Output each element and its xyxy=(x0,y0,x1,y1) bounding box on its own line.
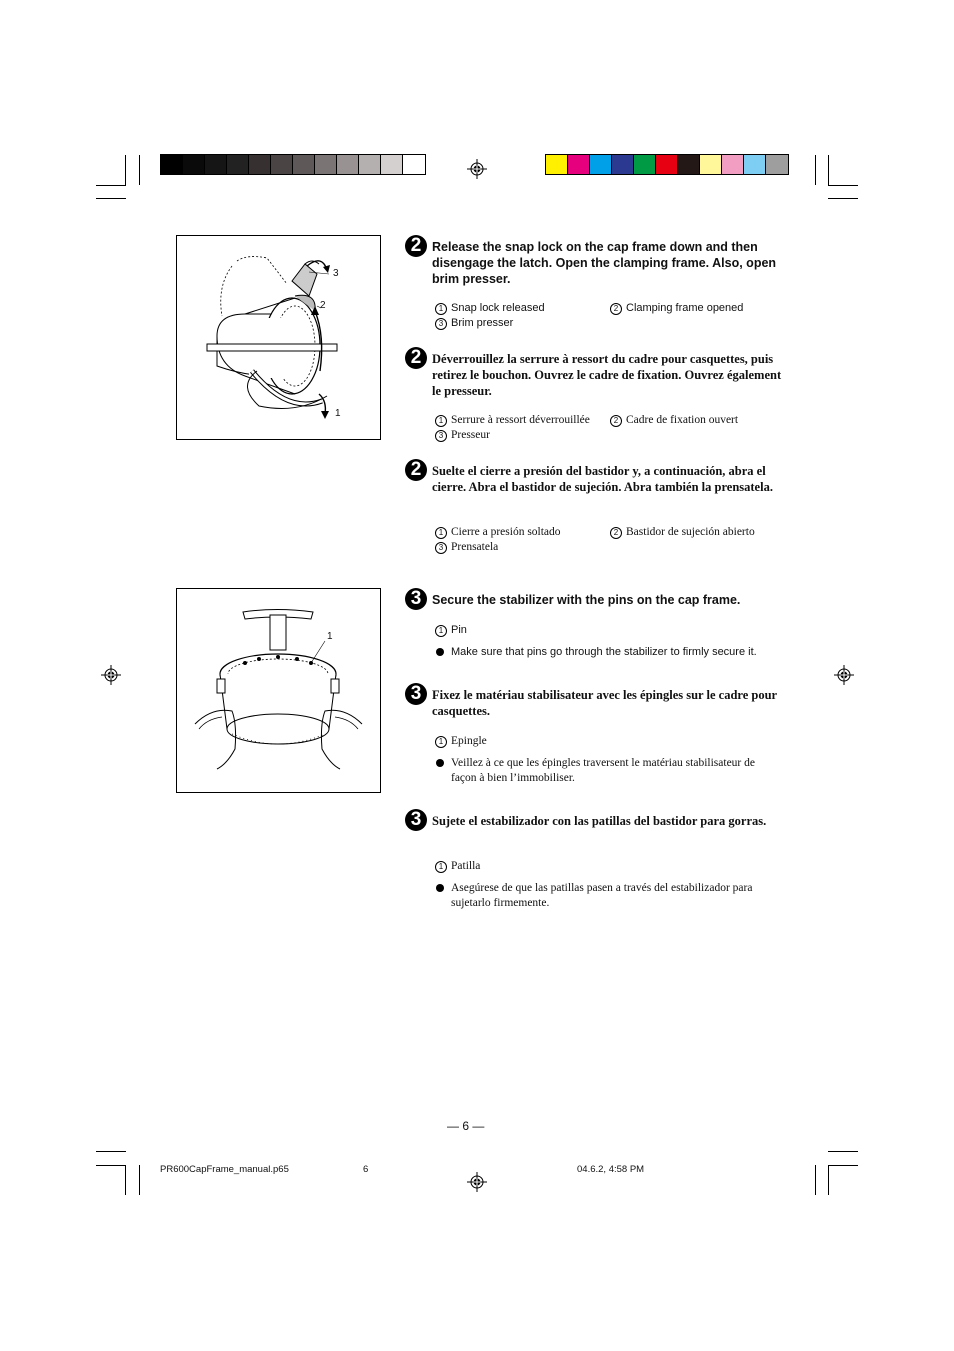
note-text: Veillez à ce que les épingles traversent le matériau stabilisateur de façon à bien l’immobiliser. xyxy=(451,757,755,784)
caption-text: Clamping frame opened xyxy=(626,302,744,314)
step-number-badge: 2 xyxy=(405,235,427,257)
color-swatch xyxy=(656,155,678,174)
figure-stabilizer-pins xyxy=(176,588,381,793)
color-swatch xyxy=(722,155,744,174)
cap-frame-open-illustration xyxy=(177,236,380,439)
caption-text: Epingle xyxy=(451,735,487,747)
callout-number: 2 xyxy=(610,415,622,427)
color-swatch xyxy=(700,155,722,174)
caption-text: Serrure à ressort déverrouillée xyxy=(451,414,590,426)
registration-mark-icon xyxy=(101,665,121,685)
caption-text: Brim presser xyxy=(451,317,514,329)
caption-item xyxy=(610,525,755,540)
color-swatch xyxy=(271,155,293,174)
caption-item xyxy=(435,859,480,874)
step-title: Fixez le matériau stabilisateur avec les épingles sur le cadre pour casquettes. xyxy=(432,688,777,718)
registration-mark-icon xyxy=(467,1172,487,1192)
footer-timestamp: 04.6.2, 4:58 PM xyxy=(577,1164,645,1175)
bullet-icon xyxy=(436,884,444,892)
caption-text: Presseur xyxy=(451,429,490,441)
callout-number: 1 xyxy=(435,415,447,427)
callout-number: 2 xyxy=(610,527,622,539)
caption-item xyxy=(435,301,545,316)
caption-item xyxy=(435,540,498,555)
color-swatch xyxy=(678,155,700,174)
caption-item xyxy=(435,623,467,638)
step-title: Sujete el estabilizador con las patillas del bastidor para gorras. xyxy=(432,814,767,828)
footer-page: 6 xyxy=(363,1164,369,1175)
callout-number: 3 xyxy=(435,542,447,554)
callout-number: 1 xyxy=(435,303,447,315)
figure1-callout: 2 xyxy=(320,300,326,311)
step-number-badge: 2 xyxy=(405,347,427,369)
step-number-badge: 3 xyxy=(405,588,427,610)
color-swatch xyxy=(590,155,612,174)
caption-item xyxy=(610,413,738,428)
step-title: Déverrouillez la serrure à ressort du cadre pour casquettes, puis retirez le bouchon. Ouvrez le cadre de fixation. Ouvrez également le presseur. xyxy=(432,352,782,398)
color-swatch xyxy=(546,155,568,174)
caption-text: Patilla xyxy=(451,860,481,872)
caption-item xyxy=(610,301,743,316)
caption-text: Pin xyxy=(451,624,467,636)
caption-item xyxy=(435,734,487,749)
caption-item xyxy=(435,525,561,540)
color-swatch xyxy=(744,155,766,174)
color-swatch xyxy=(315,155,337,174)
figure2-callout: 1 xyxy=(327,631,333,642)
step-number-badge: 3 xyxy=(405,809,427,831)
color-swatch xyxy=(227,155,249,174)
step-title: Secure the stabilizer with the pins on the cap frame. xyxy=(432,593,741,607)
callout-number: 2 xyxy=(610,303,622,315)
figure1-callout: 3 xyxy=(333,268,339,279)
step-number-badge: 2 xyxy=(405,459,427,481)
color-swatch xyxy=(161,155,183,174)
callout-number: 1 xyxy=(435,625,447,637)
color-swatch xyxy=(249,155,271,174)
caption-text: Snap lock released xyxy=(451,302,545,314)
bullet-icon xyxy=(436,759,444,767)
figure1-callout: 1 xyxy=(335,408,341,419)
color-swatch xyxy=(766,155,788,174)
color-swatch xyxy=(293,155,315,174)
color-swatch xyxy=(568,155,590,174)
step-title: Release the snap lock on the cap frame down and then disengage the latch. Open the clamping frame. Also, open brim presser. xyxy=(432,240,777,286)
caption-item xyxy=(435,428,490,443)
step-title: Suelte el cierre a presión del bastidor y, a continuación, abra el cierre. Abra el bastidor de sujeción. Abra también la prensatela. xyxy=(432,464,773,494)
color-swatch xyxy=(337,155,359,174)
caption-text: Cierre a presión soltado xyxy=(451,526,561,538)
process-color-bar xyxy=(545,154,789,175)
caption-text: Prensatela xyxy=(451,541,499,553)
page-number: — 6 — xyxy=(447,1119,485,1133)
color-swatch xyxy=(403,155,425,174)
figure-open-cap-frame xyxy=(176,235,381,440)
color-swatch xyxy=(205,155,227,174)
note-text: Asegúrese de que las patillas pasen a través del estabilizador para sujetarlo firmemente. xyxy=(451,882,753,909)
color-swatch xyxy=(183,155,205,174)
note-text: Make sure that pins go through the stabilizer to firmly secure it. xyxy=(451,646,757,658)
caption-item xyxy=(435,413,590,428)
caption-text: Cadre de fixation ouvert xyxy=(626,414,739,426)
grayscale-color-bar xyxy=(160,154,426,175)
registration-mark-icon xyxy=(467,159,487,179)
color-swatch xyxy=(381,155,403,174)
step-number-badge: 3 xyxy=(405,683,427,705)
caption-text: Bastidor de sujeción abierto xyxy=(626,526,755,538)
footer-filename: PR600CapFrame_manual.p65 xyxy=(160,1164,289,1175)
color-swatch xyxy=(359,155,381,174)
registration-mark-icon xyxy=(834,665,854,685)
color-swatch xyxy=(634,155,656,174)
callout-number: 1 xyxy=(435,736,447,748)
callout-number: 1 xyxy=(435,527,447,539)
color-swatch xyxy=(612,155,634,174)
callout-number: 1 xyxy=(435,861,447,873)
callout-number: 3 xyxy=(435,318,447,330)
caption-item xyxy=(435,316,513,331)
bullet-icon xyxy=(436,648,444,656)
stabilizer-pins-illustration xyxy=(177,589,380,792)
callout-number: 3 xyxy=(435,430,447,442)
